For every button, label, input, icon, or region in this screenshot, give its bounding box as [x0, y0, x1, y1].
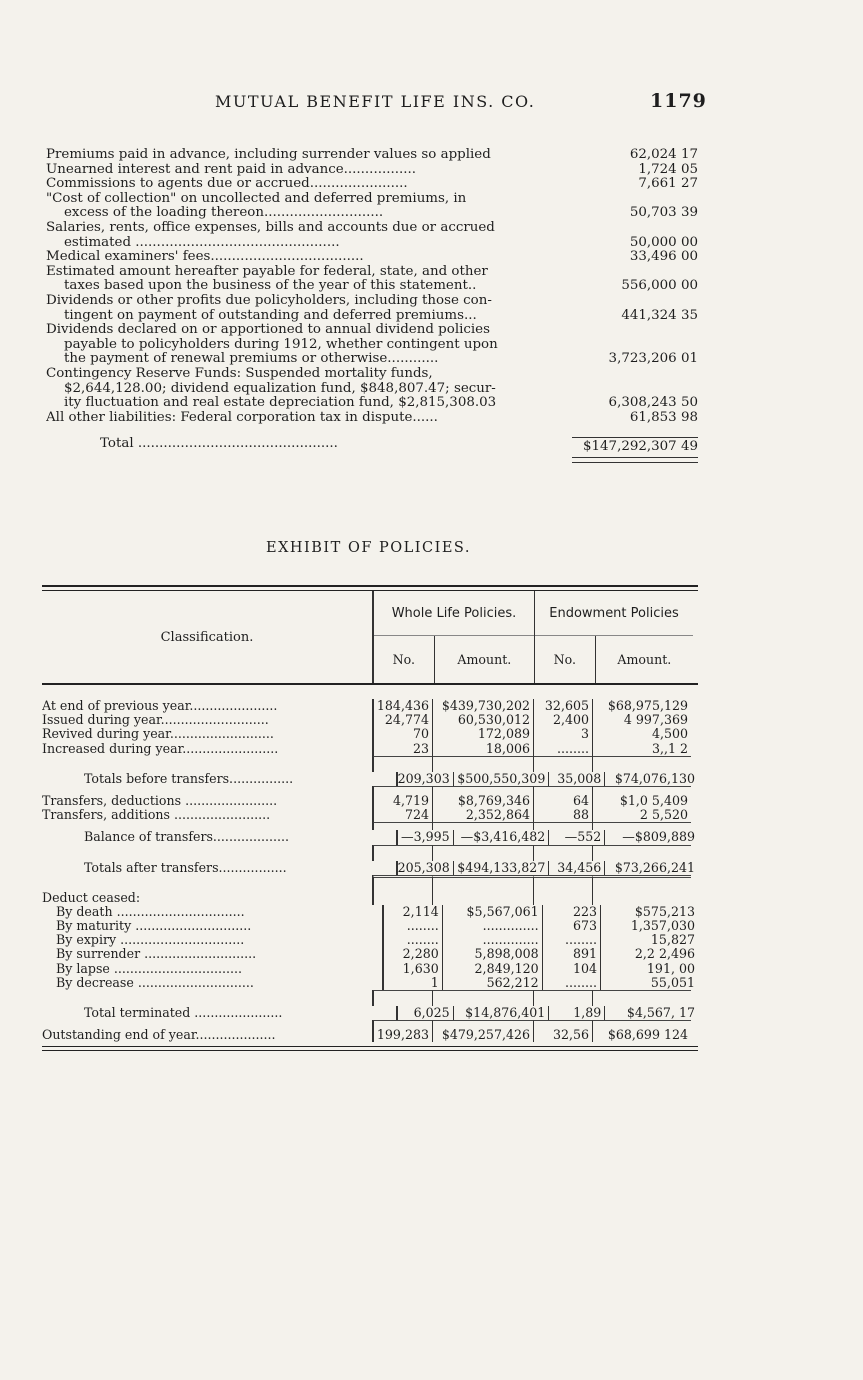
whole-life-amount: $14,876,401	[465, 1005, 546, 1020]
row-label: Totals after transfers.................	[42, 861, 397, 875]
liability-amount	[572, 294, 698, 309]
whole-life-no	[373, 891, 433, 905]
whole-life-amount: 2,849,120	[474, 960, 539, 976]
table-row	[42, 713, 698, 727]
liability-line	[46, 294, 698, 309]
whole-life-no: 199,283	[373, 1028, 433, 1042]
table-row	[42, 861, 698, 875]
liability-line	[46, 338, 698, 353]
whole-life-no: —3,995	[397, 830, 454, 844]
classification-header: Classification.	[42, 591, 373, 683]
separator-cell	[42, 822, 373, 830]
liability-text: Estimated amount hereafter payable for federal, state, and other	[46, 264, 488, 279]
liability-line	[46, 352, 698, 367]
table-row	[42, 891, 698, 905]
separator-cell	[533, 845, 593, 853]
whole-life-amount: 2,352,864	[465, 807, 530, 823]
whole-life-amount: $494,133,827	[457, 859, 546, 875]
whole-life-amount: $8,769,346	[457, 792, 530, 808]
liability-line	[46, 177, 698, 192]
endowment-amount: 1,357,030	[630, 918, 695, 934]
row-label: Outstanding end of year....................	[42, 1028, 373, 1042]
separator-cell	[533, 883, 593, 891]
table-row	[42, 919, 698, 933]
separator-cell	[373, 756, 433, 764]
endowment-amount	[593, 891, 691, 905]
separator-cell	[42, 845, 373, 853]
liability-line	[46, 236, 698, 251]
table-row	[42, 742, 698, 756]
endowment-no: 32,605	[533, 699, 593, 713]
separator-cell	[433, 845, 533, 853]
liability-line	[46, 279, 698, 294]
table-row	[42, 947, 698, 961]
liability-text: taxes based upon the business of the year of this statement..	[64, 279, 477, 294]
liability-text: the payment of renewal premiums or otherwise............	[64, 352, 439, 367]
endowment-amount: $4,567, 17	[626, 1005, 695, 1020]
liability-text: Salaries, rents, office expenses, bills and accounts due or accrued	[46, 220, 495, 235]
endowment-amount: —$809,889	[622, 829, 695, 845]
liability-amount: 33,496 00	[629, 249, 698, 265]
whole-life-amount: $5,567,061	[466, 903, 539, 919]
liability-text: Dividends or other profits due policyholders, including those con-	[46, 293, 492, 308]
row-label: By lapse ................................	[42, 962, 383, 976]
separator-cell	[42, 756, 373, 764]
whole-life-no: ........	[383, 919, 442, 933]
liability-text: Contingency Reserve Funds: Suspended mortality funds,	[46, 366, 433, 381]
liability-text: excess of the loading thereon............................	[64, 206, 384, 221]
liability-line	[46, 206, 698, 221]
separator-cell	[373, 990, 433, 998]
endowment-amount: 3,,1 2	[651, 740, 688, 756]
whole-life-no: 24,774	[373, 713, 433, 727]
separator-cell	[373, 875, 433, 883]
separator-cell	[373, 845, 433, 853]
exhibit-table	[42, 585, 698, 1051]
liability-line	[46, 323, 698, 338]
separator-cell	[433, 875, 533, 883]
whole-life-header: Whole Life Policies.	[374, 591, 534, 636]
whole-life-amount: 18,006	[485, 740, 530, 756]
endowment-amount: 15,827	[650, 932, 695, 948]
endowment-no: ........	[542, 976, 601, 990]
liability-line	[46, 265, 698, 280]
liability-amount: 556,000 00	[621, 278, 698, 294]
liability-text: $2,644,128.00; dividend equalization fund, $848,807.47; secur-	[64, 381, 496, 396]
liability-text: Medical examiners' fees....................................	[46, 250, 364, 265]
endowment-amount: $73,266,241	[614, 859, 695, 875]
whole-life-no: 1	[383, 976, 442, 990]
separator-cell	[42, 764, 373, 772]
endowment-amount: $68,975,129	[607, 698, 688, 713]
separator-cell	[593, 883, 691, 891]
endowment-no: 35,008	[548, 772, 605, 786]
whole-life-no: 724	[373, 808, 433, 822]
whole-life-amount: ..............	[482, 918, 539, 934]
endowment-no: 1,89	[548, 1006, 605, 1020]
separator-cell	[42, 786, 373, 794]
endowment-amount: 2,2 2,496	[634, 946, 695, 962]
whole-life-amount: 60,530,012	[457, 712, 530, 728]
whole-life-no-header: No.	[374, 636, 435, 683]
total-double-rule	[572, 457, 698, 463]
whole-life-no: 1,630	[383, 962, 442, 976]
endowment-amount: $68,699 124	[607, 1027, 688, 1043]
endowment-no: 223	[542, 905, 601, 919]
whole-life-no: 6,025	[397, 1006, 454, 1020]
table-row	[42, 1006, 698, 1020]
row-label: Totals before transfers................	[42, 772, 397, 786]
endowment-amount: 191, 00	[646, 960, 695, 976]
row-label: At end of previous year......................	[42, 699, 373, 713]
row-label: Total terminated ......................	[42, 1006, 397, 1020]
whole-life-no: 184,436	[373, 699, 433, 713]
separator-cell	[533, 875, 593, 883]
endowment-header: Endowment Policies	[535, 591, 693, 636]
endowment-no: 34,456	[548, 861, 605, 875]
liability-line	[46, 411, 698, 426]
whole-life-amount: $500,550,309	[457, 770, 546, 786]
table-row	[42, 905, 698, 919]
liability-text: "Cost of collection" on uncollected and deferred premiums, in	[46, 191, 467, 206]
whole-life-no: 4,719	[373, 794, 433, 808]
whole-life-amount-header: Amount.	[457, 652, 512, 667]
separator-cell	[593, 875, 691, 883]
endowment-no: ........	[533, 742, 593, 756]
exhibit-title: EXHIBIT OF POLICIES.	[266, 540, 471, 556]
whole-life-amount: $439,730,202	[441, 698, 530, 713]
liability-text: ity fluctuation and real estate depreciation fund, $2,815,308.03	[64, 396, 497, 411]
row-separator	[42, 1020, 698, 1028]
liability-amount: 62,024 17	[629, 147, 698, 162]
liability-text: tingent on payment of outstanding and deferred premiums...	[64, 308, 477, 323]
row-label: By maturity .............................	[42, 919, 383, 933]
liability-total-label: Total ...............................................	[100, 437, 338, 452]
endowment-amount-header: Amount.	[617, 652, 672, 667]
liability-line	[46, 382, 698, 397]
table-row	[42, 962, 698, 976]
row-label: Deduct ceased:	[42, 891, 373, 905]
liability-amount: 61,853 98	[629, 409, 698, 425]
separator-cell	[433, 990, 533, 998]
endowment-no: 891	[542, 947, 601, 961]
whole-life-amount	[433, 891, 533, 905]
separator-cell	[433, 883, 533, 891]
row-separator	[42, 786, 698, 794]
endowment-amount: $1,0 5,409	[619, 792, 688, 808]
endowment-amount: 55,051	[650, 974, 695, 990]
liability-text: payable to policyholders during 1912, whether contingent upon	[64, 337, 498, 352]
row-label: Revived during year..........................	[42, 727, 373, 741]
separator-cell	[42, 853, 373, 861]
whole-life-amount: —$3,416,482	[460, 829, 546, 845]
table-row	[42, 727, 698, 741]
row-label: Issued during year...........................	[42, 713, 373, 727]
table-row	[42, 830, 698, 844]
liability-amount	[572, 323, 698, 338]
row-label: Transfers, deductions .......................	[42, 794, 373, 808]
whole-life-amount: ..............	[482, 932, 539, 948]
liabilities-list	[46, 148, 698, 463]
endowment-amount: 2 5,520	[639, 807, 688, 823]
liability-amount	[572, 367, 698, 382]
table-bottom-rule	[42, 1046, 698, 1051]
liability-text: Commissions to agents due or accrued.......................	[46, 177, 408, 192]
endowment-no	[533, 891, 593, 905]
separator-cell	[593, 845, 691, 853]
separator-cell	[373, 883, 433, 891]
liability-line	[46, 250, 698, 265]
row-label: By decrease .............................	[42, 976, 383, 990]
endowment-no: —552	[548, 830, 605, 844]
row-label: By death ................................	[42, 905, 383, 919]
liability-line	[46, 221, 698, 236]
table-row	[42, 794, 698, 808]
table-header	[42, 591, 698, 685]
separator-cell	[593, 990, 691, 998]
liability-text: Dividends declared on or apportioned to annual dividend policies	[46, 323, 490, 338]
liability-line	[46, 396, 698, 411]
whole-life-amount: 562,212	[486, 974, 539, 990]
endowment-no: 673	[542, 919, 601, 933]
table-row	[42, 699, 698, 713]
table-row	[42, 772, 698, 786]
liability-text: Unearned interest and rent paid in advance.................	[46, 162, 417, 177]
liability-amount: 50,703 39	[629, 205, 698, 221]
whole-life-no: 2,280	[383, 947, 442, 961]
row-label: By surrender ............................	[42, 947, 383, 961]
separator-cell	[533, 990, 593, 998]
separator-cell	[42, 875, 373, 883]
whole-life-no: 23	[373, 742, 433, 756]
liability-amount: 6,308,243 50	[608, 395, 698, 411]
liability-line	[46, 367, 698, 382]
separator-cell	[533, 756, 593, 764]
row-label: Transfers, additions ........................	[42, 808, 373, 822]
liability-amount: 50,000 00	[629, 234, 698, 250]
liability-text: Premiums paid in advance, including surrender values so applied	[46, 148, 491, 162]
row-separator	[42, 845, 698, 853]
table-row	[42, 976, 698, 990]
liability-text: All other liabilities: Federal corporation tax in dispute......	[46, 410, 438, 425]
endowment-no: 104	[542, 962, 601, 976]
row-separator	[42, 756, 698, 764]
running-title: MUTUAL BENEFIT LIFE INS. CO.	[215, 92, 536, 111]
liability-amount	[572, 338, 698, 353]
table-row	[42, 1028, 698, 1042]
table-body	[42, 685, 698, 1042]
liability-amount: 7,661 27	[638, 176, 698, 192]
endowment-amount: $575,213	[634, 903, 695, 919]
endowment-no: 3	[533, 727, 593, 741]
whole-life-amount: 5,898,008	[474, 946, 539, 962]
whole-life-no: 205,308	[397, 861, 454, 875]
separator-cell	[42, 998, 373, 1006]
whole-life-no: ........	[383, 933, 442, 947]
liability-line	[46, 163, 698, 178]
liability-amount: 1,724 05	[638, 161, 698, 177]
row-label: Balance of transfers...................	[42, 830, 397, 844]
row-separator	[42, 990, 698, 998]
separator-cell	[593, 756, 691, 764]
separator-cell	[42, 1020, 373, 1028]
whole-life-amount: 172,089	[477, 726, 530, 742]
separator-cell	[42, 990, 373, 998]
whole-life-group	[373, 591, 534, 683]
row-separator	[42, 875, 698, 883]
row-label: Increased during year........................	[42, 742, 373, 756]
liability-line	[46, 148, 698, 163]
liability-line	[46, 309, 698, 324]
row-label: By expiry ...............................	[42, 933, 383, 947]
endowment-no: ........	[542, 933, 601, 947]
liability-amount	[572, 265, 698, 280]
endowment-no: 2,400	[533, 713, 593, 727]
endowment-no: 64	[533, 794, 593, 808]
whole-life-no: 209,303	[397, 772, 454, 786]
whole-life-no: 2,114	[383, 905, 442, 919]
separator-cell	[433, 756, 533, 764]
endowment-no-header: No.	[535, 636, 596, 683]
page-number: 1179	[650, 90, 707, 112]
endowment-group	[534, 591, 693, 683]
liability-amount: 3,723,206 01	[608, 351, 698, 367]
table-row	[42, 808, 698, 822]
table-row	[42, 933, 698, 947]
liability-total-row	[46, 437, 698, 455]
endowment-no: 88	[533, 808, 593, 822]
liability-text: estimated ................................................	[64, 235, 340, 250]
endowment-no: 32,56	[533, 1028, 593, 1042]
liability-amount	[572, 221, 698, 236]
liability-amount: 441,324 35	[621, 307, 698, 323]
endowment-amount: $74,076,130	[614, 770, 695, 786]
separator-cell	[42, 883, 373, 891]
endowment-amount: 4 997,369	[623, 712, 688, 728]
liability-line	[46, 192, 698, 207]
whole-life-no: 70	[373, 727, 433, 741]
endowment-amount: 4,500	[651, 726, 688, 742]
liability-amount	[572, 382, 698, 397]
liability-total-amount: $147,292,307 49	[572, 437, 698, 455]
liability-amount	[572, 192, 698, 207]
whole-life-amount: $479,257,426	[441, 1027, 530, 1043]
row-separator	[42, 883, 698, 891]
